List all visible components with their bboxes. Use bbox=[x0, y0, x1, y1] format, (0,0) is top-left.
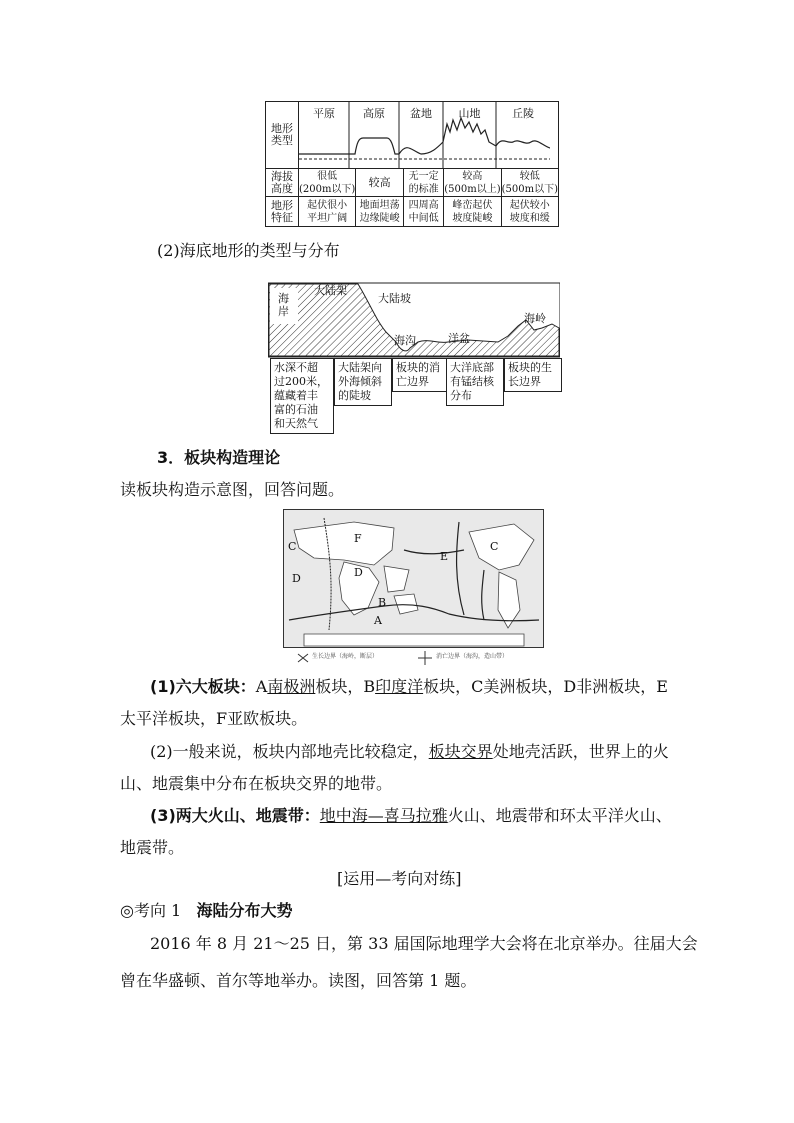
plate-letter-a: A bbox=[374, 614, 382, 627]
col-plain: 平原 bbox=[312, 107, 335, 120]
box-slope-desc: 大陆架向 外海倾斜 的陡坡 bbox=[334, 358, 392, 406]
altitude-plain: 很低 (200m以下) bbox=[298, 170, 356, 195]
kaoxiang-title: 海陆分布大势 bbox=[196, 901, 293, 920]
para-1-a-pre: A bbox=[255, 677, 268, 696]
para-3-post: 火山、地震带和环太平洋火山、 bbox=[447, 806, 672, 825]
plate-map-drawing bbox=[284, 510, 543, 647]
label-shelf: 大陆架 bbox=[314, 284, 347, 297]
para-3-prefix: (3)两大火山、地震带： bbox=[150, 806, 320, 825]
para-2-line-2: 山、地震集中分布在板块交界的地带。 bbox=[120, 774, 393, 793]
row-label-feature: 地形 特征 bbox=[266, 197, 299, 227]
section-2-title: (2)海底地形的类型与分布 bbox=[157, 241, 340, 260]
plate-letter-d-right: D bbox=[292, 572, 301, 585]
kaoxiang-heading bbox=[120, 900, 293, 922]
answer-plate-boundary: 板块交界 bbox=[428, 742, 493, 761]
altitude-plateau: 较高 bbox=[356, 169, 404, 197]
section-3-intro: 读板块构造示意图，回答问题。 bbox=[120, 480, 345, 499]
para-3-line-1 bbox=[150, 805, 672, 827]
terrain-profile-drawing bbox=[299, 102, 550, 168]
feature-basin: 四周高 中间低 bbox=[403, 197, 443, 227]
growth-boundary-icon bbox=[296, 652, 310, 664]
plate-letter-f: F bbox=[354, 532, 362, 545]
para-1-line-1 bbox=[150, 676, 668, 698]
question-line-2: 曾在华盛顿、首尔等地举办。读图，回答第 1 题。 bbox=[120, 971, 477, 990]
label-trench: 海沟 bbox=[394, 334, 416, 347]
label-basin: 洋盆 bbox=[448, 332, 470, 345]
para-2-post: 处地壳活跃，世界上的火 bbox=[492, 742, 669, 761]
altitude-mountain: 较高 (500m以上) bbox=[444, 170, 501, 195]
seafloor-profile bbox=[268, 280, 560, 360]
subduction-boundary-icon bbox=[418, 651, 432, 665]
section-3-heading: 3．板块构造理论 bbox=[157, 448, 281, 467]
para-1-prefix: (1)六大板块： bbox=[150, 677, 256, 696]
seafloor-diagram bbox=[268, 280, 560, 428]
para-2-pre: (2)一般来说，板块内部地壳比较稳定， bbox=[150, 742, 429, 761]
plate-letter-c-right: C bbox=[490, 540, 499, 553]
box-shelf-desc: 水深不超 过200米， 蕴藏着丰 富的石油 和天然气 bbox=[270, 358, 334, 434]
col-hill: 丘陵 bbox=[511, 107, 534, 120]
para-1-b-post: 板块，C美洲板块，D非洲板块，E bbox=[423, 677, 668, 696]
question-line-1: 2016 年 8 月 21～25 日，第 33 届国际地理学大会将在北京举办。往届大会 bbox=[150, 934, 698, 953]
plate-letter-b: B bbox=[378, 596, 387, 609]
para-1-a-post: 板块，B bbox=[315, 677, 376, 696]
terrain-profile-cell bbox=[298, 102, 558, 169]
plate-map bbox=[283, 509, 544, 648]
para-2-line-1 bbox=[150, 741, 669, 763]
label-slope: 大陆坡 bbox=[378, 292, 411, 305]
para-1-line-2: 太平洋板块，F亚欧板块。 bbox=[120, 709, 308, 728]
altitude-basin: 无一定 的标准 bbox=[403, 169, 443, 197]
plate-letter-d-left: D bbox=[354, 566, 363, 579]
map-legend bbox=[296, 651, 536, 665]
label-ridge: 海岭 bbox=[524, 312, 546, 325]
terrain-table bbox=[265, 101, 559, 227]
box-trench-desc: 板块的消 亡边界 bbox=[392, 358, 448, 392]
feature-plain: 起伏很小 平坦广阔 bbox=[298, 197, 355, 227]
row-label-type: 地形 类型 bbox=[266, 102, 299, 169]
box-basin-desc: 大洋底部 有锰结核 分布 bbox=[446, 358, 504, 406]
feature-hill: 起伏较小 坡度和缓 bbox=[501, 197, 558, 227]
row-label-altitude: 海拔 高度 bbox=[266, 169, 299, 197]
answer-antarctic: 南极洲 bbox=[267, 677, 316, 696]
label-shore: 海 岸 bbox=[278, 292, 289, 318]
answer-indian-ocean: 印度洋 bbox=[375, 677, 424, 696]
legend-growth: 生长边界（海岭，断层） bbox=[312, 653, 379, 660]
answer-mediterranean-himalaya: 地中海—喜马拉雅 bbox=[319, 806, 448, 825]
plate-letter-e: E bbox=[440, 550, 449, 563]
kaoxiang-mark: ◎考向 1 bbox=[120, 901, 182, 920]
feature-mountain: 峰峦起伏 坡度陡峻 bbox=[444, 197, 501, 227]
col-plateau: 高原 bbox=[362, 107, 385, 120]
box-ridge-desc: 板块的生 长边界 bbox=[504, 358, 562, 392]
col-mountain: 山地 bbox=[458, 107, 481, 120]
plate-letter-c-left: C bbox=[288, 540, 297, 553]
para-3-line-2: 地震带。 bbox=[120, 838, 185, 857]
col-basin: 盆地 bbox=[409, 107, 432, 120]
feature-plateau: 地面坦荡 边缘陡峻 bbox=[356, 197, 404, 227]
practice-title: [运用—考向对练] bbox=[337, 869, 462, 888]
legend-subduction: 消亡边界（海沟，造山带） bbox=[436, 653, 509, 660]
altitude-hill: 较低 (500m以下) bbox=[501, 170, 558, 195]
